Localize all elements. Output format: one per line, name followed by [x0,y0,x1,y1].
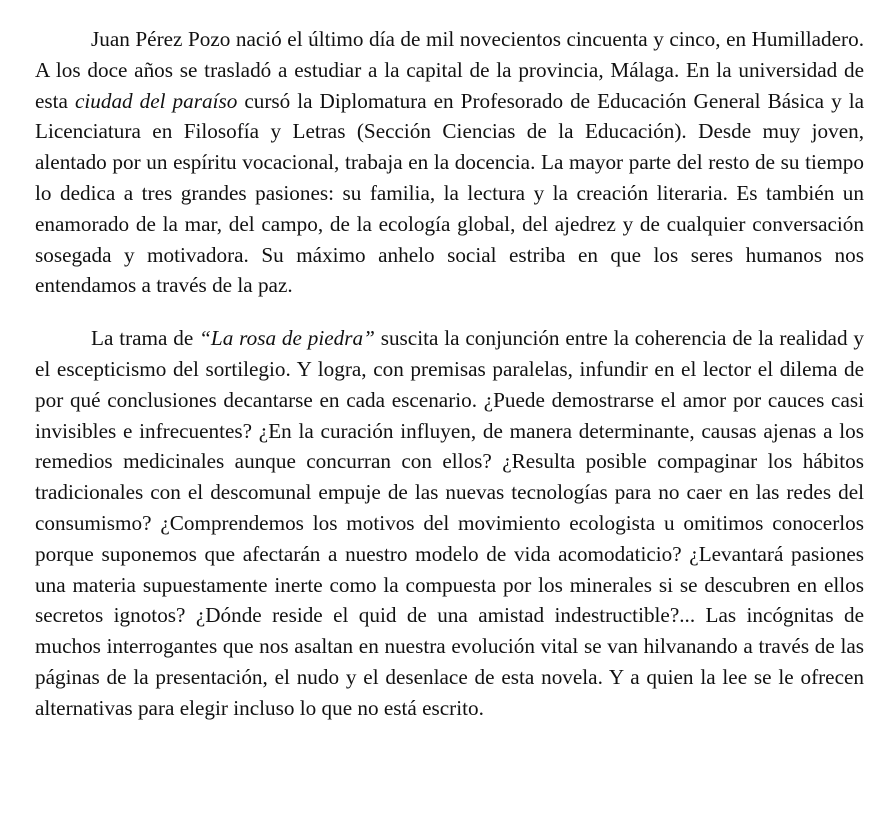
novel-synopsis-paragraph [35,323,864,723]
synopsis-text-part-2: suscita la conjunción entre la coherencia de la realidad y el escepticismo del sortilegio. Y logra, con premisas paralelas, infundir en el lector el dilema de por qué conclusiones decantarse en cada escenario. ¿Puede demostrarse el amor por cauces casi invisibles e infrecuentes? ¿En la curación influyen, de manera determinante, causas ajenas a los remedios medicinales aunque concurran con ellos? ¿Resulta posible compaginar los hábitos tradicionales con el descomunal empuje de las nuevas tecnologías para no caer en las redes del consumismo? ¿Comprendemos los motivos del movimiento ecologista u omitimos conocerlos porque suponemos que afectarán a nuestro modelo de vida acomodaticio? ¿Levantará pasiones una materia supuestamente inerte como la compuesta por los minerales si se descubren en ellos secretos ignotos? ¿Dónde reside el quid de una amistad indestructible?... Las incógnitas de muchos interrogantes que nos asaltan en nuestra evolución vital se van hilvanando a través de las páginas de la presentación, el nudo y el desenlace de esta novela. Y a quien la lee se le ofrecen alternativas para elegir incluso lo que no está escrito. [35,326,864,720]
author-biography-paragraph [35,24,864,301]
biography-text-part-2: cursó la Diplomatura en Profesorado de Educación General Básica y la Licenciatura en Filosofía y Letras (Sección Ciencias de la Educación). Desde muy joven, alentado por un espíritu vocacional, trabaja en la docencia. La mayor parte del resto de su tiempo lo dedica a tres grandes pasiones: su familia, la lectura y la creación literaria. Es también un enamorado de la mar, del campo, de la ecología global, del ajedrez y de cualquier conversación sosegada y motivadora. Su máximo anhelo social estriba en que los seres humanos nos entendamos a través de la paz. [35,88,864,298]
biography-text-part-1: Juan Pérez Pozo nació el último día de mil novecientos cincuenta y cinco, en Humilladero. A los doce años se trasladó a estudiar a la capital de la provincia, Málaga. En la universidad de esta [35,27,864,113]
biography-italic-phrase: ciudad del paraíso [74,88,238,113]
synopsis-text-part-1: La trama de [91,326,200,351]
novel-title-italic: “La rosa de piedra” [199,326,375,351]
document-page [35,24,864,724]
